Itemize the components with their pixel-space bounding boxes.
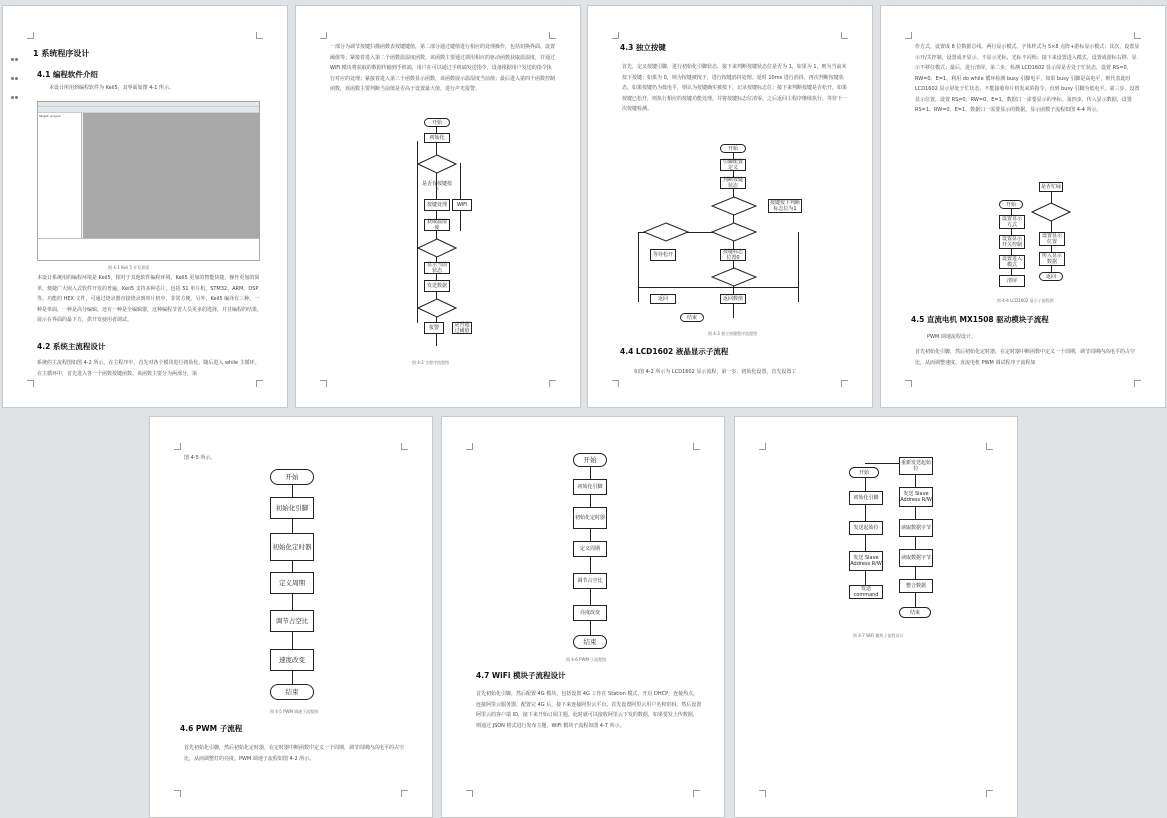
heading-section-4-2: 4.2 系统主流程设计 (37, 342, 106, 351)
flow-box: 是否忙碌 (1040, 184, 1061, 190)
page-corner-mark (693, 790, 700, 797)
flow-box: 显示当前状态 (424, 262, 450, 274)
page-corner-mark (320, 380, 327, 387)
page-corner-mark (401, 790, 408, 797)
page-corner-mark (986, 443, 993, 450)
page-corner-mark (256, 380, 263, 387)
document-page-5[interactable] (149, 416, 433, 818)
heading-section-4-6: 4.6 PWM 子流程 (180, 724, 243, 733)
flow-box: 引脚配置定义 (720, 159, 746, 171)
flow-start: 开始 (720, 144, 746, 153)
figure-caption: 图 4-5 PWM 调速子流程图 (270, 709, 319, 714)
flow-start: 开始 (573, 453, 607, 467)
flow-start: 开始 (270, 469, 314, 485)
flow-box: 读取数据字节 (899, 549, 933, 567)
page-corner-mark (27, 380, 34, 387)
figure-caption: 图 4-7 WiFi 模块子流程设计 (853, 633, 904, 638)
page-corner-mark (841, 32, 848, 39)
document-page-2[interactable] (295, 5, 581, 408)
flow-decision (711, 222, 757, 242)
document-page-3[interactable] (587, 5, 873, 408)
flow-box: 返回 (650, 294, 676, 304)
heading-section-4-7: 4.7 WiFi 模块子流程设计 (476, 671, 566, 680)
flow-decision-label: 是否有按键按下 (422, 181, 453, 193)
page-corner-mark (986, 790, 993, 797)
page-corner-mark (256, 32, 263, 39)
paragraph: 本设计所用到编程软件为 Keil5，其界面如图 4-1 所示。 (49, 85, 175, 91)
flow-box: 返回数值 (720, 294, 746, 304)
flow-box: 按键处理 (424, 199, 450, 211)
flow-decision (711, 196, 757, 216)
keil-editor-area (83, 113, 259, 238)
paragraph: 如图 4-2 所示为 LCD1602 显示流程，第一步，初始化设置，首先设置工 (634, 369, 797, 375)
paragraph: 作方式，设置成 8 位数据总线、两行显示模式、字体样式为 5×8 点阵+游标显示模式；其次，设置显示开/关控制，设置成开显示、不显示光标、光标不闪烁；接下来设置进入模式，设置成游标右移、显示不移位模式；最后，进行清屏。第二步，检测 LCD1602 显示屏是否处于忙状态，设置 RS=0、RW=0、E=1，利用 do while 循环检测 busy 引脚电平，如果 busy 引脚是高电平，则代表此时 LCD1602 显示屏处于忙状态，不能接收单片机发来的指令，直到 busy 引脚为低电平。第三步，设置显示位置，设置 RS=0、RW=0、E=1，数据口一需要显示的坐标。第四步，传入显示数据，设置 RS=1、RW=0、E=1，数据口一需要显示的数据。显示函数子流程如图 4-4 所示。 (915, 44, 1140, 113)
page-corner-mark (401, 443, 408, 450)
flow-box: 定义周期 (573, 541, 607, 557)
page-corner-mark (466, 790, 473, 797)
flow-box: 清屏 (999, 275, 1025, 287)
flow-box: 设置显示位置 (1039, 232, 1065, 246)
heading-section-4-3: 4.3 独立按键 (620, 43, 666, 52)
page-corner-mark (759, 790, 766, 797)
flow-end: 结束 (680, 313, 704, 322)
figure-caption: 图 4-6 PWM 子流程图 (566, 657, 607, 662)
page-corner-mark (174, 443, 181, 450)
flow-box: 初始化定时器 (573, 507, 607, 529)
flow-box: 初始化定时器 (270, 533, 314, 561)
paragraph: 一部分为调节按键扫描函数表按键键值，第二部分通过键值进行相应的处理操作，包括切换界面、设置阈值等；紧接着进入第二个函数温湿度函数，该函数主要通过调用相应的驱动函数获取温湿度，并通过 WiFi 模块将获取的数据传输到手机端，用户在可以通过手机端发送指令，设备根据用户发送的指令执行对应的处理；紧接着进入第三个函数显示函数，该函数展示温湿度当前值；最后进入第四个函数控制函数，该函数主要判断当前值是否高于设置最大值，进行声光报警。 (330, 44, 556, 92)
drag-handle-icon[interactable] (11, 48, 21, 105)
paragraph: 首先初始化引脚，然后配置 4G 模块，包括设置 4G 工作在 Station 模式，开启 DHCP，连接热点，连接阿里云服务器，配置完 4G 后，接下来连接阿里云平台。首先设置阿里云用户名和密码，然后设置阿里云的客户端 ID，接下来开始订阅主题，此时就可以接收阿里云下发的数据，如果要发上传数据，则通过 JSON 格式进行发布主题，WiFi 模块子流程如图 4-7 所示。 (476, 691, 702, 729)
flow-start: 开始 (999, 200, 1023, 209)
heading-section-4-5: 4.5 直流电机 MX1508 驱动模块子流程 (911, 315, 1049, 324)
page-corner-mark (466, 443, 473, 450)
paragraph: 图 4-5 所示。 (184, 455, 216, 461)
flow-connector (638, 287, 798, 288)
flow-box: 获取温湿度 (424, 219, 450, 231)
flow-box: 整合数据 (899, 579, 933, 593)
flow-box: WiFi (452, 199, 472, 211)
flow-init: 初始化 (424, 133, 450, 143)
flow-box: 报警 (424, 322, 444, 334)
document-page-4[interactable] (880, 5, 1166, 408)
flow-box: 传入显示数据 (1039, 252, 1065, 266)
document-page-6[interactable] (441, 416, 725, 818)
figure-caption: 图 4-3 独立按键程序流程图 (708, 331, 758, 336)
page-corner-mark (759, 443, 766, 450)
flow-box: 发送 Slave Address R/W (899, 487, 933, 507)
flow-box: 设置进入模式 (999, 255, 1025, 269)
flow-box: 设置显示开关控制 (999, 235, 1025, 249)
flow-box: 发送 Slave Address R/W (849, 551, 883, 571)
flow-box: 速度改变 (270, 649, 314, 671)
flow-box: 亮度改变 (573, 605, 607, 621)
flow-end: 结束 (899, 607, 931, 618)
flow-box: 等待松开 (650, 249, 676, 261)
figure-caption: 图 4-4 LCD1602 显示子流程图 (997, 298, 1054, 303)
flow-connector (798, 232, 799, 302)
flow-box: 读取数据字节 (899, 519, 933, 537)
flow-box: 是否超过阈值 (452, 322, 472, 334)
page-corner-mark (174, 790, 181, 797)
page-corner-mark (693, 443, 700, 450)
paragraph: PWM 调速流程设计。 (927, 334, 976, 340)
heading-section-4-4: 4.4 LCD1602 液晶显示子流程 (620, 347, 729, 356)
flow-box: 发送数据 (424, 280, 450, 292)
page-corner-mark (1134, 32, 1141, 39)
flow-decision (417, 238, 457, 258)
flow-box: 按键按下判断标志位为1 (769, 200, 800, 212)
flow-box: 设置显示方式 (999, 215, 1025, 229)
flow-connector (460, 163, 461, 231)
flow-box: 按键标志位置0 (720, 249, 746, 261)
flow-box: 调节占空比 (270, 610, 314, 632)
flow-box: 初始化引脚 (849, 491, 883, 505)
flow-decision (417, 154, 457, 174)
flow-box: 调节占空比 (573, 573, 607, 589)
paragraph: 本设计系统用的编程环境是 Keil5，相对于其他软件编程环境，Keil5 更加的智能快捷，操作更加的简单，便捷广大嵌入式软件开发的普遍，Keil5 支持多种芯片，包括 51 单片机、STM32、ARM、DSP 等。功能的 HEX 文件，可通过烧录器直接烧录到单片机中，非常方便。另外，Keil5 编译有三种，一种是单面，一种是高分编辑，还有一种是全编辑器，这种编程节省人员更多的选择，并且编程的结果，展示在界面的最下方，供开发使用者调试。 (37, 275, 263, 323)
figure-caption: 图 4-2 主程序流程图 (412, 360, 450, 365)
page-corner-mark (320, 32, 327, 39)
page-corner-mark (549, 380, 556, 387)
flow-box: 初始化引脚 (573, 479, 607, 495)
flow-decision (417, 298, 457, 318)
keil-build-output (38, 238, 259, 260)
document-page-7[interactable] (734, 416, 1018, 818)
flow-end: 返回 (1039, 272, 1063, 281)
flow-box: 定义周期 (270, 572, 314, 594)
keil-project-panel (38, 113, 82, 238)
flow-decision (711, 267, 757, 287)
page-corner-mark (27, 32, 34, 39)
heading-chapter: 1 系统程序设计 (33, 49, 90, 58)
flow-end: 结束 (573, 635, 607, 649)
flow-box: 判断按键状态 (720, 177, 746, 189)
keil-screenshot-figure (37, 101, 260, 261)
paragraph: 系统的主流程图如图 4-2 所示。在主程序中，首先对各个模块进行初始化，随后进入 while 主循环。在主循环中，首先进入各一个函数按键函数。该函数主要分为两部分，第 (37, 360, 260, 377)
page-corner-mark (612, 380, 619, 387)
flow-box: 发送 command (849, 585, 883, 599)
keil-project-label: Target: project (39, 114, 61, 118)
flow-box: 初始化引脚 (270, 497, 314, 519)
flow-box: 发送起始位 (849, 521, 883, 535)
page-corner-mark (841, 380, 848, 387)
page-corner-mark (905, 380, 912, 387)
page-corner-mark (612, 32, 619, 39)
heading-section-4-1: 4.1 编程软件介绍 (37, 70, 98, 79)
paragraph: 首先初始化引脚，然后初始化定时器，在定时器中断函数中定义一个周期，调节周期内高电平的占空比，从而调整灯的亮度。PWM 调速子流程如图 4-2 所示。 (184, 745, 405, 762)
document-page-1[interactable] (2, 5, 288, 408)
flow-decision (643, 222, 689, 242)
page-corner-mark (905, 32, 912, 39)
page-corner-mark (549, 32, 556, 39)
flow-connector (638, 232, 639, 302)
paragraph: 首先，定义按键引脚，进行初始化引脚状态，接下来判断按键状态位是否为 1，如果为 1，则为当前未按下按键；如果为 0，则为按键被按下，进行按键消抖处理。延时 10ms 进行消抖，再次判断按键状态，如果按键仍为低电平，则认为按键确实被按下，记录按键标志位；接下来判断按键是否松开，如果按键已松开，则执行相应的按键功能处理，并将按键标志位清零。之后返回主程序继续执行，等待下一次按键检测。 (622, 64, 848, 112)
flow-box: 重新发送起始位 (899, 457, 933, 475)
flow-decision (1031, 202, 1071, 222)
figure-caption: 图 4-1 Keil 5 开发界面 (108, 265, 150, 270)
flow-end: 结束 (270, 684, 314, 700)
paragraph: 首先初始化引脚，然后初始化定时器，在定时器中断函数中定义一个周期，调节周期内高电平的占空比，从而调整速度。直流电机 PWM 调试程序子流程如 (915, 349, 1136, 366)
flow-start: 开始 (849, 467, 879, 478)
flow-start: 开始 (424, 118, 450, 127)
page-corner-mark (1134, 380, 1141, 387)
